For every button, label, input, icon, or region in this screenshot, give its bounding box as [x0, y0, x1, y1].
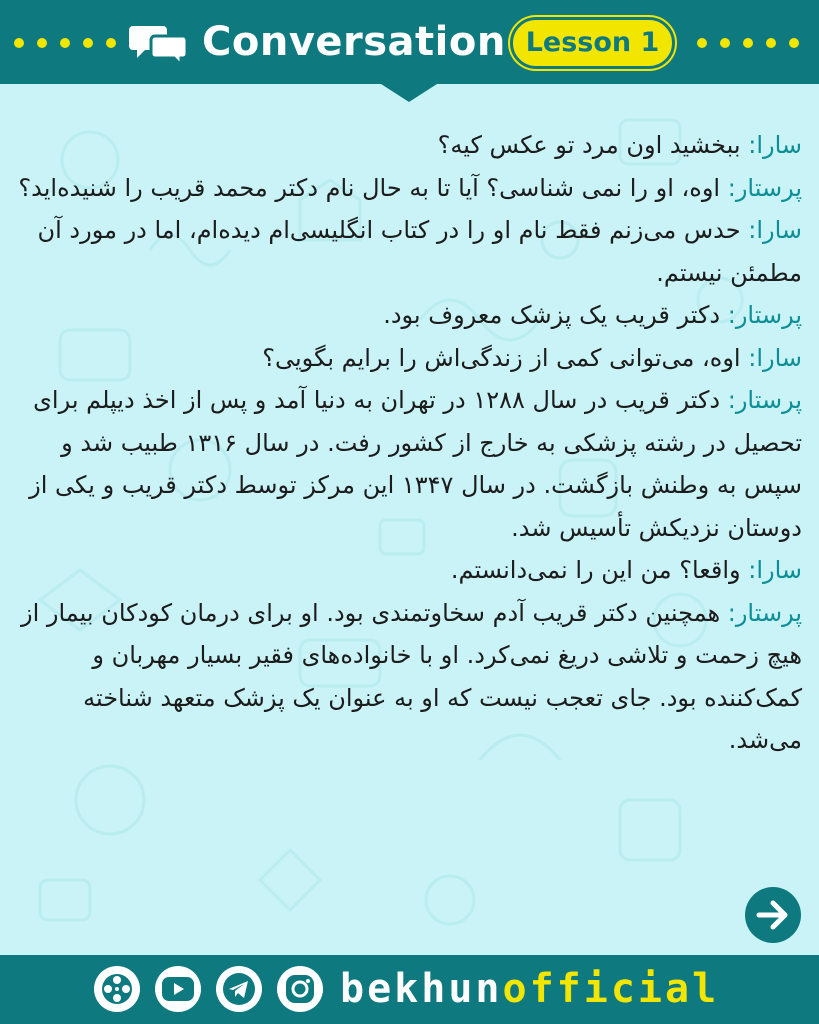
speaker-label: پرستار:: [727, 386, 802, 414]
dialogue-line: [18, 549, 802, 592]
film-reel-icon[interactable]: [94, 966, 140, 1012]
decorative-dots-left: [14, 38, 116, 48]
youtube-icon[interactable]: [155, 966, 201, 1012]
line-text: دکتر قریب در سال ۱۲۸۸ در تهران به دنیا آمد و پس از اخذ دیپلم برای تحصیل در رشته پزشکی به خارج از کشور رفت. در سال ۱۳۱۶ طبیب شد و سپس به وطنش بازگشت. در سال ۱۳۴۷ این مرکز توسط دکتر قریب و یکی از دوستان نزدیکش تأسیس شد.: [29, 386, 802, 542]
instagram-icon[interactable]: [277, 966, 323, 1012]
telegram-icon[interactable]: [216, 966, 262, 1012]
speaker-label: سارا:: [748, 556, 802, 584]
dialogue-line: [18, 124, 802, 167]
header-bar: [0, 0, 819, 84]
line-text: واقعا؟ من این را نمی‌دانستم.: [450, 556, 749, 584]
speaker-label: سارا:: [748, 131, 802, 159]
decorative-dots-right: [697, 38, 799, 48]
dialogue-line: [18, 209, 802, 294]
dialogue-line: [18, 167, 802, 210]
dialogue-line: [18, 294, 802, 337]
handle-part1: bekhun: [340, 966, 503, 1012]
line-text: دکتر قریب یک پزشک معروف بود.: [383, 301, 728, 329]
dialogue-line: [18, 337, 802, 380]
line-text: اوه، او را نمی شناسی؟ آیا تا به حال نام دکتر محمد قریب را شنیده‌اید؟: [18, 173, 728, 202]
speaker-label: پرستار:: [727, 301, 802, 329]
dialogue-line: [18, 379, 802, 549]
speaker-label: پرستار:: [727, 173, 802, 202]
speaker-label: پرستار:: [727, 598, 802, 627]
account-handle[interactable]: [340, 961, 719, 1017]
line-text: همچنین دکتر قریب آدم سخاوتمندی بود. او برای درمان کودکان بیمار از هیچ زحمت و تلاشی دریغ نمی‌کرد. او با خانواده‌های فقیر بسیار مهربان و کمک‌کننده بود. جای تعجب نیست که او به عنوان یک پزشک متعهد شناخته می‌شد.: [21, 598, 802, 754]
dialogue-line: [18, 592, 802, 762]
next-button[interactable]: [745, 887, 801, 943]
chat-bubbles-icon: [129, 22, 191, 64]
handle-part2: official: [502, 966, 720, 1012]
footer-bar: [0, 955, 819, 1024]
page-title: Conversation: [202, 19, 506, 65]
arrow-right-icon: [756, 900, 790, 930]
header-notch: [381, 84, 437, 102]
line-text: حدس می‌زنم فقط نام او را در کتاب انگلیسی‌ام دیده‌ام، اما در مورد آن مطمئن نیستم.: [37, 216, 802, 287]
line-text: اوه، می‌توانی کمی از زندگی‌اش را برایم بگویی؟: [262, 343, 749, 372]
speaker-label: سارا:: [748, 216, 802, 244]
lesson-badge: Lesson 1: [510, 17, 675, 69]
speaker-label: سارا:: [748, 343, 802, 372]
dialogue-text: [18, 124, 802, 762]
line-text: ببخشید اون مرد تو عکس کیه؟: [437, 131, 749, 159]
